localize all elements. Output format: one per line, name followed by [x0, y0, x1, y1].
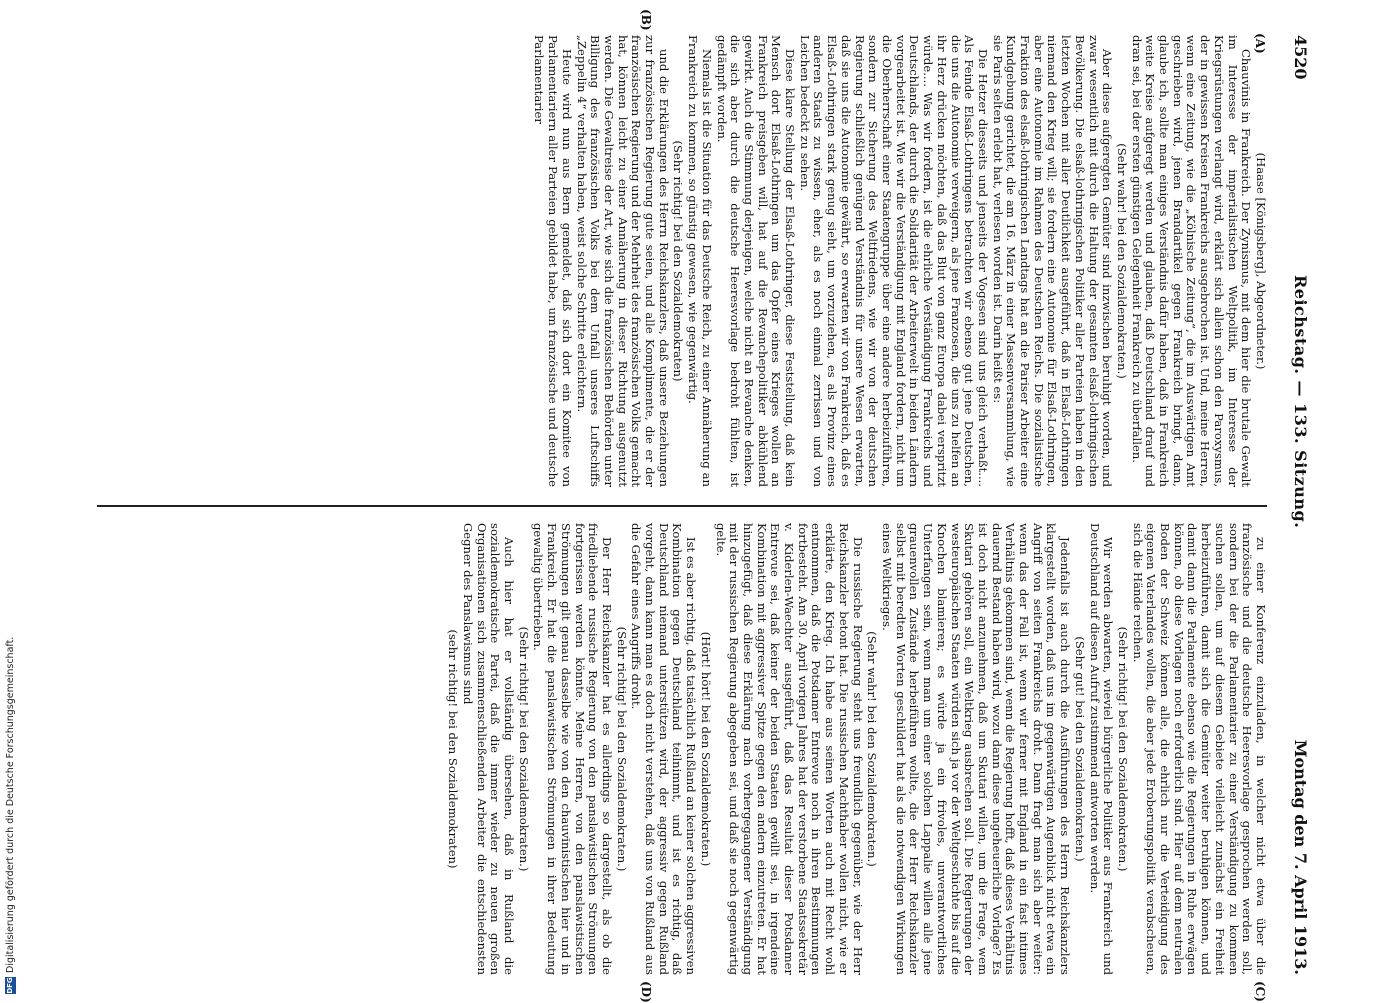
session-date: Montag den 7. April 1913.: [1291, 739, 1310, 975]
margin-marker-c: (C): [1253, 981, 1267, 1002]
paragraph: (Sehr richtig! bei den Sozialdemokraten.): [516, 626, 531, 872]
paragraph: (Sehr wahr! bei den Sozialdemokraten.): [1114, 143, 1129, 379]
paragraph: (Sehr richtig! bei den Sozialdemokraten.): [1115, 626, 1130, 872]
left-text-column: [77, 35, 1267, 487]
paragraph: Aber diese aufgeregten Gemüter sind inzwischen beruhigt worden, und zwar wesentlich mit durch die Haltung der gesamten elsaß-lothringischen Bevölkerung. Die elsaß-lothringischen Politiker aller Parteien haben in den letzten Wochen mit aller Deutlichkeit ausgeführt, daß in Elsaß-Lothringen niemand den Krieg will; sie fordern eine Autonomie für Elsaß-Lothringen, aber eine Autonomie im Rahmen des Deutschen Reichs. Die sozialistische Fraktion des elsaß-lothringischen Landtags hat an die Pariser Arbeiter eine Kundgebung gerichtet, die am 16. März in einer Massenversammlung, wie sie Paris selten erlebt hat, verlesen worden ist. Darin heißt es:: [990, 35, 1115, 487]
dfg-logo: DFG: [6, 977, 14, 994]
column-divider: [97, 505, 1267, 507]
paragraph: Der Herr Reichskanzler hat es allerdings so dargestellt, als ob die friedliebende russische Regierung von den panslawistischen Strömungen fortgerissen werden könnte. Meine Herren, von den panslawistischen Strömungen gilt genau dasselbe wie von den chauvinistischen hier und in Frankreich. Er hat die panslawistischen Strömungen in ihrer Bedeutung gewaltig übertrieben.: [531, 523, 614, 975]
page-header: [1284, 35, 1310, 975]
paragraph: (Sehr wahr! bei den Sozialdemokraten.): [865, 631, 880, 867]
paragraph: Ist es aber richtig, daß tatsächlich Rußland an keiner solchen aggressiven Kombination gegen Deutschland teilnimmt, und ist es richtig, daß Deutschland niemand unterstützen wird, der aggressiv gegen Rußland vorgeht, dann kann man es doch nicht verstehen, daß uns von Rußland aus die Gefahr eines Angriffs droht.: [629, 523, 699, 975]
paragraph: Heute wird nun aus Bern gemeldet, daß sich dort ein Komitee von Parlamentariern aller Parteien gebildet habe, um französische und deutsche Parlamentarier: [532, 35, 574, 487]
right-text-column: [77, 523, 1267, 975]
paragraph: Die russische Regierung steht uns freundlich gegenüber, wie der Herr Reichskanzler betont hat. Die russischen Machthaber wollen nicht, wie er erklärte, den Krieg. Ich habe aus seinen Worten auch mit Recht wohl entnommen, daß die Potsdamer Entrevue noch in ihren Bestimmungen fortbesteht. Am 30. April vorigen Jahres hat der verstorbene Staatssekretär v. Kiderlen-Waechter ausgeführt, daß das Resultat dieser Potsdamer Entrevue sei, daß keiner der beiden Staaten gewillt sei, in irgendeine Kombination mit aggressiver Spitze gegen den andern einzutreten. Er hat hinzugefügt, daß diese Erklärung nach vorhergegangener Verständigung mit der russischen Regierung abgegeben sei, und daß sie noch gegenwärtig gelte.: [713, 523, 865, 975]
paragraph: Die Hetzer diesseits und jenseits der Vogesen sind uns gleich verhaßt.... Als Feinde Elsaß-Lothringens betrachten wir ebenso gut jene Deutschen, die uns die Autonomie verweigern, als jene Franzosen, die uns zu helfen an ihr Herz drücken möchten, daß das Blut von ganz Europa dabei verspritzt würde.... Was wir fordern, ist die ehrliche Verständigung Frankreichs und Deutschlands, der durch die Solidarität der Arbeiterwelt in beiden Ländern vorgearbeitet ist. Wie wir die Verständigung mit England fordern, nicht um die Oberherrschaft einer Staatengruppe über eine andere herbeizuführen, sondern zur Sicherung des Weltfriedens, wie wir von der deutschen Regierung schließlich genügend Verständnis für unsere Wesen erwarten, daß sie uns die Autonomie gewährt, so erwarten wir von Frankreich, daß es Elsaß-Lothringen stark genug sieht, um vorzuziehen, es als Provinz eines anderen Staats zu wissen, eher, als es noch einmal zerrissen und von Leichen bedeckt zu sehen.: [797, 35, 990, 487]
paragraph: (sehr richtig! bei den Sozialdemokraten): [446, 629, 461, 869]
paragraph: Niemals ist die Situation für das Deutsche Reich, zu einer Annäherung an Frankreich zu kommen, so günstig gewesen, wie gegenwärtig.: [686, 35, 714, 487]
paragraph: (Haase [Königsberg], Abgeordneter.): [1254, 152, 1268, 370]
paragraph: (Hört! hört! bei den Sozialdemokraten.): [698, 631, 713, 867]
margin-marker-a: (A): [1253, 33, 1267, 54]
paragraph: Auch hier hat er vollständig übersehen, daß in Rußland die sozialdemokratische Partei, daß die immer wieder zu neuen großen Organisationen sich zusammenschließenden Arbeiter die entschiedensten Gegner des Panslawismus sind: [460, 523, 517, 975]
paragraph: Diese klare Stellung der Elsaß-Lothringer, diese Feststellung, daß kein Mensch dort Elsaß-Lothringen um das Opfer eines Krieges wollen an Frankreich preisgeben will, hat auf die Revanchepolitiker abkühlend gewirkt. Auch die Stimmung derjenigen, welche nicht an Revanche denken, die sich aber durch die deutsche Heeresvorlage bedroht fühlten, ist gedämpft worden.: [714, 35, 798, 487]
paragraph: Wir werden abwarten, wieviel bürgerliche Politiker aus Frankreich und Deutschland auf diesen Aufruf zustimmend antworten werden.: [1087, 523, 1116, 975]
paragraph: zu einer Konferenz einzuladen, in welcher nicht etwa über die französische und die deutsche Heeresvorlage gesprochen werden soll, sondern bei der die Parlamentarier zu einer Verständigung zu kommen suchen sollen, um auf diesem Gebiete vielleicht zunächst ein Freiheit herbeizuführen, damit sich die Gemüter weiter beruhigen können, und damit dann die Parlamente ebenso wie die Regierungen in Ruhe erwägen können, ob diese Vorlagen noch erforderlich sind. Hier auf dem neutralen Boden der Schweiz können alle, die ehrlich nur die Verteidigung des eigenen Vaterlandes wollen, die aber jede Eroberungspolitik verabscheuen, sich die Hände reichen.: [1130, 523, 1268, 975]
paragraph: und die Erklärungen des Herrn Reichskanzlers, daß unsere Beziehungen zur französischen Regierung gute seien, und alle Komplimente, die er der französischen Regierung und der Mehrheit des französischen Volks gemacht hat, können leicht zu einer Annäherung in dieser Richtung ausgenutzt werden. Die Gewaltreise der Art, wie sich die französischen Behörden unter Billigung des französischen Volks bei dem Unfall unseres Luftschiffs „Zeppelin 4“ verhalten haben, weist solche Schritte erleichtern.: [574, 35, 671, 487]
paragraph: (Sehr richtig! bei den Sozialdemokraten.): [614, 626, 629, 872]
session-title: Reichstag. — 133. Sitzung.: [1291, 275, 1310, 529]
margin-marker-b: (B): [639, 9, 653, 31]
digitization-footer: [0, 0, 22, 1000]
paragraph: Jedenfalls ist auch durch die Ausführungen des Herrn Reichskanzlers klargestellt worden, daß uns im gegenwärtigen Augenblick nicht etwa ein Angriff von seiten Frankreichs droht. Dann fragt man sich aber weiter: wenn das der Fall ist, wenn wir ferner mit England in ein fast intimes Verhältnis gekommen sind, wenn die Regierung hofft, daß dieses Verhältnis dauernd Bestand haben wird, wozu dann diese ungeheuerliche Vorlage? Es ist doch nicht anzunehmen, daß um Skutari willen, um die Frage, wem Skutari gehören soll, ein Weltkrieg ausbrechen soll. Die Regierungen der westeuropäischen Staaten würden sich ja vor der Weltgeschichte bis auf die Knochen blamieren; es würde ja ein frivoles, unverantwortliches Unterfangen sein, wenn man um einer solchen Lappalie willen alle jene grauenvollen Zustände herbeiführen wollte, die der Herr Reichskanzler selbst mit beredten Worten geschildert hat als die notwendigen Wirkungen eines Weltkrieges.: [880, 523, 1073, 975]
footer-text: Digitalisierung gefördert durch die Deutsche Forschungsgemeinschaft.: [5, 636, 16, 973]
page-number: 4520: [1291, 35, 1310, 80]
paragraph: (Sehr gut! bei den Sozialdemokraten.): [1072, 636, 1087, 862]
paragraph: (Sehr richtig! bei den Sozialdemokraten): [671, 140, 686, 382]
rotated-document-page: [50, 9, 1315, 1003]
paragraph: Chauvinis in Frankreich. Der Zynismus, mit dem hier die brutale Gewalt im Interesse der imperialistischen Weltpolitik, im Interesse der Kriegsrüstungen verlangt wird, erklärt sich allein schon den Paroxysmus, der in gewissen Kreisen Frankreichs ausgebrochen ist. Und, meine Herren, wenn eine Zeitung, wie die „Kölnische Zeitung“, die im Auswärtigen Amt geschrieben wird, jenen Brandartikel gegen Frankreich bringt, dann, glaube ich, sollte man einiges Verständnis dafür haben, daß in Frankreich weite Kreise aufgeregt werden und glauben, daß Deutschland drauf und dran sei, bei der ersten günstigen Gelegenheit Frankreich zu überfallen.: [1129, 35, 1254, 487]
margin-marker-d: (D): [639, 981, 653, 1003]
